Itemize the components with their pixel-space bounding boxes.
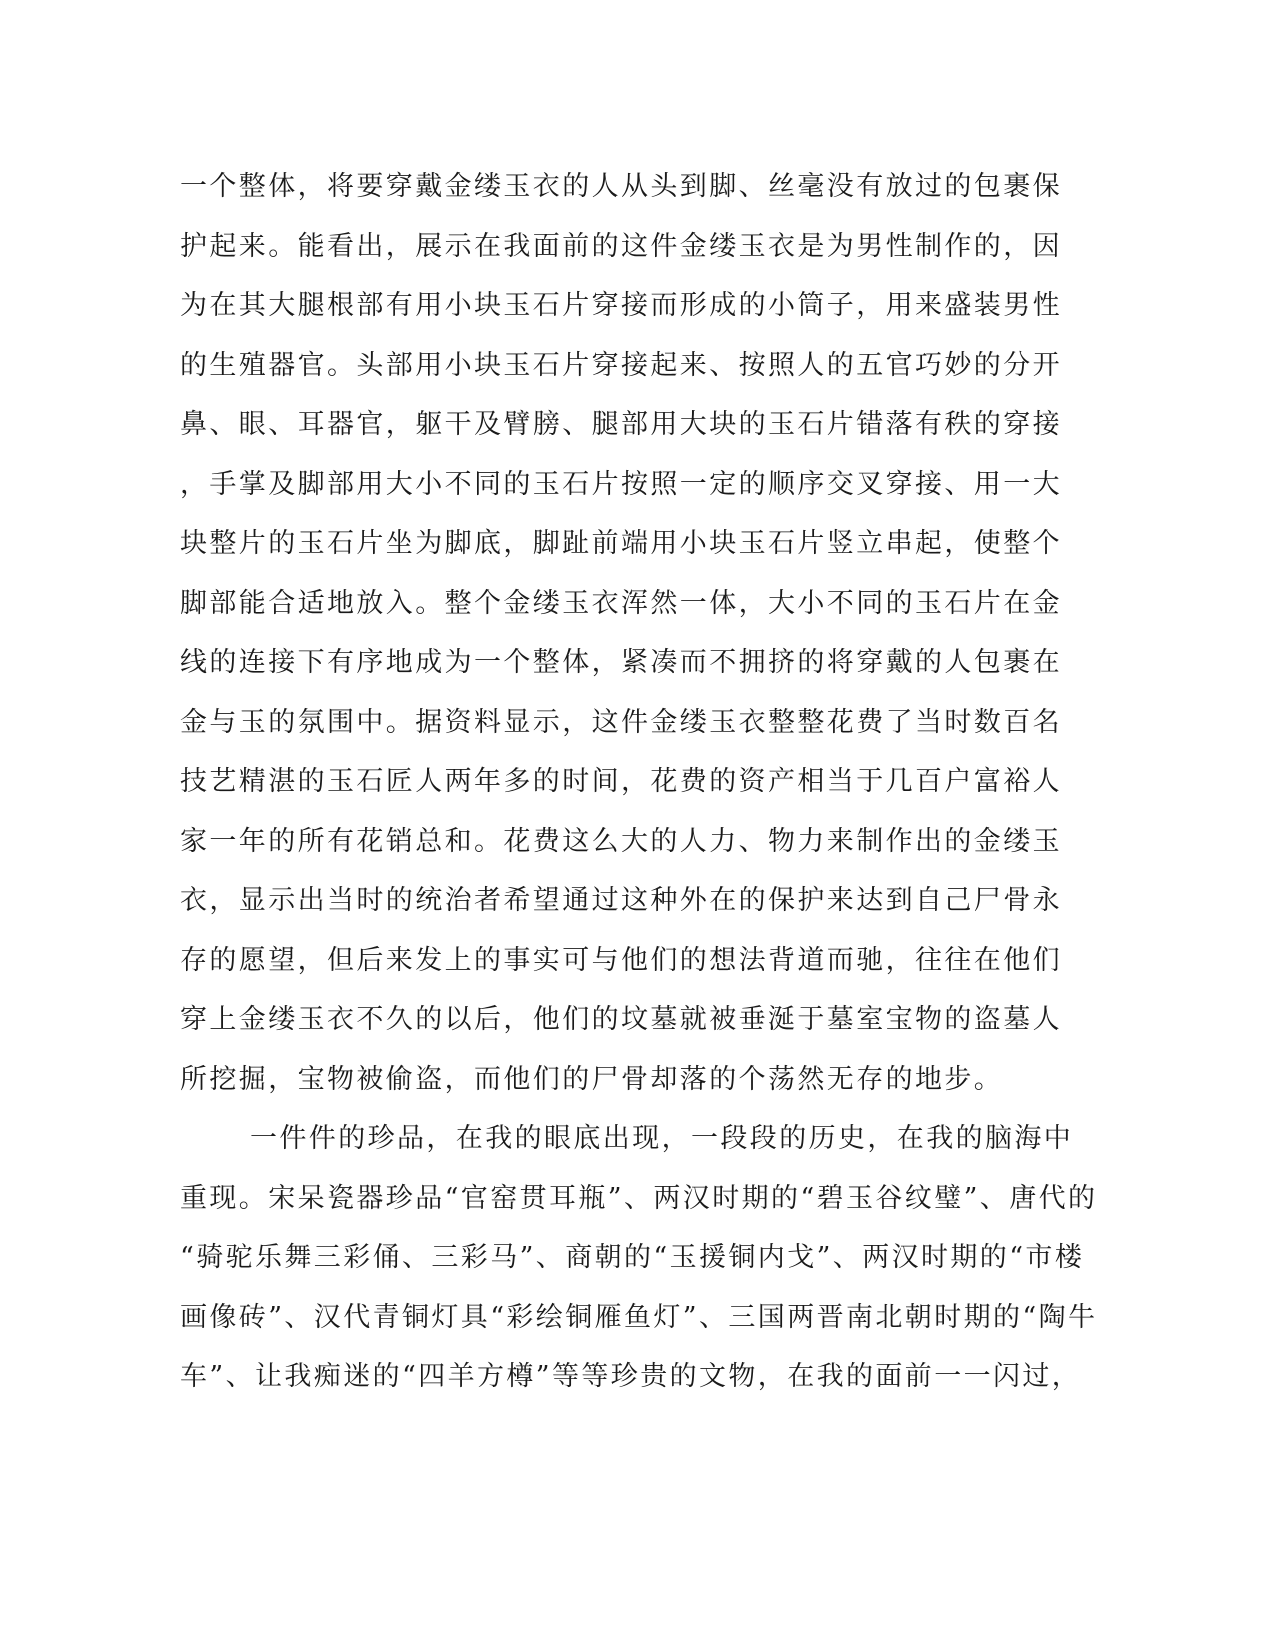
text-line: 车”、让我痴迷的“四羊方樽”等等珍贵的文物，在我的面前一一闪过， bbox=[180, 1361, 1082, 1392]
text-line: 一个整体，将要穿戴金缕玉衣的人从头到脚、丝毫没有放过的包裹保 bbox=[180, 171, 1062, 202]
body-text bbox=[180, 157, 1098, 1407]
text-line: “骑驼乐舞三彩俑、三彩马”、商朝的“玉援铜内戈”、两汉时期的“市楼 bbox=[180, 1242, 1085, 1273]
text-line: 块整片的玉石片坐为脚底，脚趾前端用小块玉石片竖立串起，使整个 bbox=[180, 528, 1062, 559]
text-line: 家一年的所有花销总和。花费这么大的人力、物力来制作出的金缕玉 bbox=[180, 825, 1062, 857]
text-line: 画像砖”、汉代青铜灯具“彩绘铜雁鱼灯”、三国两晋南北朝时期的“陶牛 bbox=[180, 1301, 1098, 1333]
text-line: 线的连接下有序地成为一个整体，紧凑而不拥挤的将穿戴的人包裹在 bbox=[180, 647, 1062, 678]
text-line: 脚部能合适地放入。整个金缕玉衣浑然一体，大小不同的玉石片在金 bbox=[180, 587, 1062, 619]
text-line: 护起来。能看出，展示在我面前的这件金缕玉衣是为男性制作的，因 bbox=[180, 230, 1062, 262]
text-line: 所挖掘，宝物被偷盗，而他们的尸骨却落的个荡然无存的地步。 bbox=[180, 1063, 1004, 1095]
paragraph-start-line: 一件件的珍品，在我的眼底出现，一段段的历史，在我的脑海中 bbox=[250, 1123, 1074, 1154]
text-line: 为在其大腿根部有用小块玉石片穿接而形成的小筒子，用来盛装男性 bbox=[180, 290, 1062, 321]
text-line: 鼻、眼、耳器官，躯干及臂膀、腿部用大块的玉石片错落有秩的穿接 bbox=[180, 409, 1062, 440]
text-line: ，手掌及脚部用大小不同的玉石片按照一定的顺序交叉穿接、用一大 bbox=[180, 468, 1062, 500]
text-line: 金与玉的氛围中。据资料显示，这件金缕玉衣整整花费了当时数百名 bbox=[180, 706, 1062, 738]
text-line: 的生殖器官。头部用小块玉石片穿接起来、按照人的五官巧妙的分开 bbox=[180, 349, 1062, 381]
text-line: 衣，显示出当时的统治者希望通过这种外在的保护来达到自己尸骨永 bbox=[180, 885, 1062, 916]
text-line: 存的愿望，但后来发上的事实可与他们的想法背道而驰，往往在他们 bbox=[180, 944, 1062, 976]
text-line: 重现。宋呆瓷器珍品“官窑贯耳瓶”、两汉时期的“碧玉谷纹璧”、唐代的 bbox=[180, 1182, 1098, 1214]
text-line: 技艺精湛的玉石匠人两年多的时间，花费的资产相当于几百户富裕人 bbox=[180, 766, 1062, 797]
text-line: 穿上金缕玉衣不久的以后，他们的坟墓就被垂涎于墓室宝物的盗墓人 bbox=[180, 1004, 1062, 1035]
